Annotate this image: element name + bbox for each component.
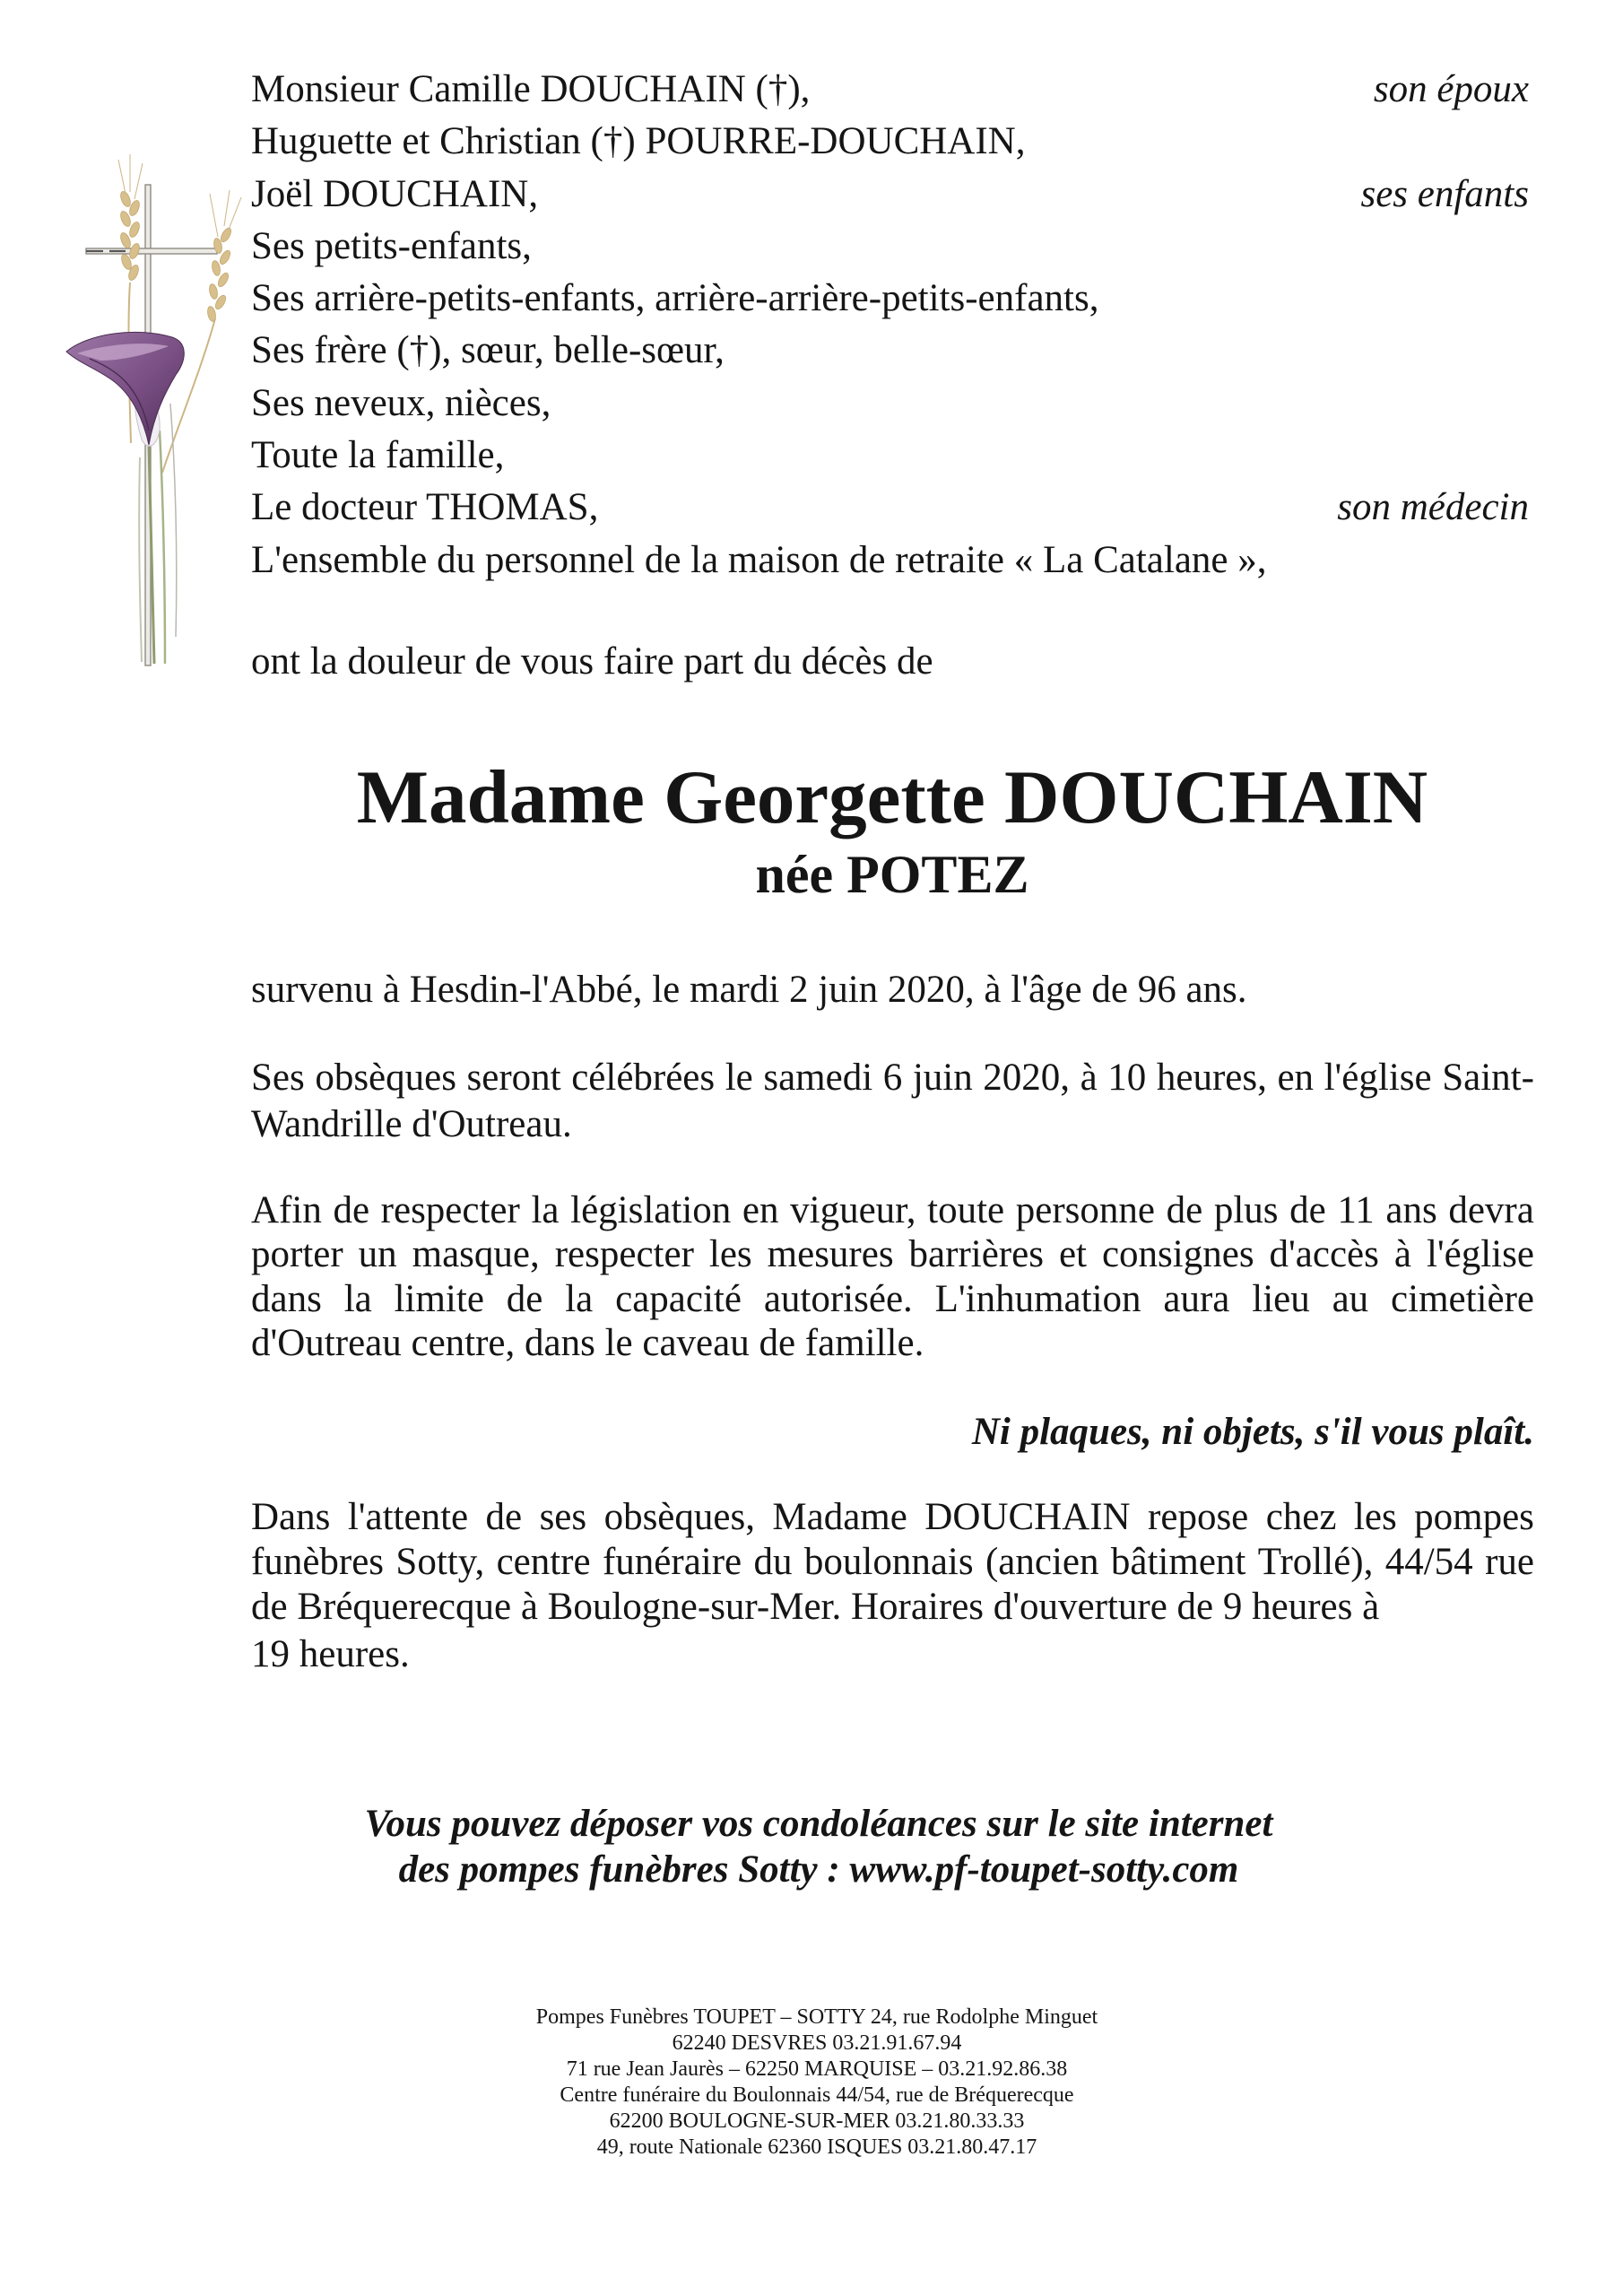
viewing-line xyxy=(251,1495,1534,1540)
family-role: ses enfants xyxy=(1360,172,1529,215)
word: devra xyxy=(1448,1189,1534,1231)
family-role: son médecin xyxy=(1337,486,1529,529)
family-member: Joël DOUCHAIN, xyxy=(251,172,539,215)
regulation-line xyxy=(251,1277,1534,1321)
word: vigueur, xyxy=(790,1189,916,1231)
maiden-name: née POTEZ xyxy=(755,845,1029,904)
word: L'inhumation xyxy=(934,1277,1141,1320)
word: l'attente xyxy=(347,1496,469,1538)
word: législation xyxy=(570,1189,732,1231)
word: repose xyxy=(1148,1496,1249,1538)
family-row xyxy=(251,325,1529,377)
word: célébrées xyxy=(571,1057,716,1099)
family-member: Monsieur Camille DOUCHAIN (†), xyxy=(251,68,811,110)
word: aura xyxy=(1163,1277,1230,1320)
funeral-home-line: Pompes Funèbres TOUPET – SOTTY 24, rue Rodolphe Minguet xyxy=(535,2005,1098,2029)
family-member: Ses petits-enfants, xyxy=(251,224,532,267)
word: bâtiment xyxy=(1110,1541,1246,1583)
word: en xyxy=(1277,1057,1315,1099)
word: respecter xyxy=(380,1189,520,1231)
funeral-line: Wandrille d'Outreau. xyxy=(251,1102,572,1145)
family-member: Le docteur THOMAS, xyxy=(251,486,599,529)
wheat-icon xyxy=(118,154,241,473)
word: seront xyxy=(466,1057,561,1099)
family-row xyxy=(251,535,1529,587)
word: à xyxy=(1080,1057,1098,1099)
word: consignes xyxy=(1101,1233,1254,1276)
word: (ancien xyxy=(985,1541,1099,1583)
family-row xyxy=(251,64,1529,116)
word: samedi xyxy=(763,1057,873,1099)
word: de xyxy=(1289,1189,1326,1231)
word: barrières xyxy=(908,1233,1044,1276)
condolences-line: Vous pouvez déposer vos condoléances sur le site internet xyxy=(364,1803,1273,1845)
condolences-line: des pompes funèbres Sotty : www.pf-toupet-sotty.com xyxy=(398,1848,1239,1891)
word: dans xyxy=(251,1277,322,1320)
word: obsèques xyxy=(315,1057,456,1099)
word: DOUCHAIN xyxy=(924,1496,1131,1538)
word: de xyxy=(485,1496,523,1538)
word: boulonnais xyxy=(803,1541,974,1583)
family-row xyxy=(251,116,1529,168)
word: toute xyxy=(927,1189,1005,1231)
family-row xyxy=(251,430,1529,482)
word: l'église xyxy=(1324,1057,1432,1099)
word: plus xyxy=(1213,1189,1279,1231)
word: lieu xyxy=(1252,1277,1310,1320)
regulations-paragraph xyxy=(251,1188,1534,1365)
viewing-line xyxy=(251,1540,1534,1585)
funeral-home-line: 62200 BOULOGNE-SUR-MER 03.21.80.33.33 xyxy=(609,2109,1025,2133)
death-statement: survenu à Hesdin-l'Abbé, le mardi 2 juin 2020, à l'âge de 96 ans. xyxy=(251,969,1247,1011)
word: 11 xyxy=(1337,1189,1375,1231)
family-member: L'ensemble du personnel de la maison de retraite « La Catalane », xyxy=(251,538,1267,581)
word: la xyxy=(343,1277,372,1320)
word: autorisée. xyxy=(763,1277,913,1320)
funeral-home-footer xyxy=(100,2005,1534,2161)
word: juin xyxy=(912,1057,973,1099)
word: la xyxy=(565,1277,594,1320)
word: Ses xyxy=(251,1057,305,1099)
word: heures, xyxy=(1156,1057,1267,1099)
word: le xyxy=(725,1057,753,1099)
word: 2020, xyxy=(983,1057,1071,1099)
calla-lily-icon xyxy=(66,332,184,446)
regulation-line xyxy=(251,1232,1534,1276)
word: en xyxy=(742,1189,779,1231)
word: du xyxy=(753,1541,793,1583)
family-member: Toute la famille, xyxy=(251,434,505,477)
viewing-paragraph xyxy=(251,1495,1534,1677)
word: masque, xyxy=(412,1233,540,1276)
regulation-line xyxy=(251,1188,1534,1232)
word: Saint- xyxy=(1442,1057,1534,1099)
word: personne xyxy=(1015,1189,1155,1231)
word: mesures xyxy=(767,1233,894,1276)
word: Madame xyxy=(772,1496,907,1538)
word: et xyxy=(1058,1233,1087,1276)
word: Afin xyxy=(251,1189,322,1231)
word: Dans xyxy=(251,1496,331,1538)
family-member: Ses frère (†), sœur, belle-sœur, xyxy=(251,329,725,372)
word: de xyxy=(333,1189,370,1231)
word: Trollé), xyxy=(1257,1541,1374,1583)
word: centre xyxy=(496,1541,591,1583)
word: rue xyxy=(1485,1541,1534,1583)
viewing-line: de Bréquerecque à Boulogne-sur-Mer. Horaires d'ouverture de 9 heures à xyxy=(251,1586,1380,1628)
word: les xyxy=(1353,1496,1397,1538)
word: Sotty, xyxy=(395,1541,485,1583)
family-row xyxy=(251,273,1529,325)
word: limite xyxy=(394,1277,484,1320)
family-member: Huguette et Christian (†) POURRE-DOUCHAIN, xyxy=(251,120,1026,163)
word: au xyxy=(1332,1277,1369,1320)
word: les xyxy=(708,1233,752,1276)
funeral-home-line: 71 rue Jean Jaurès – 62250 MARQUISE – 03.21.92.86.38 xyxy=(566,2057,1068,2081)
condolences-block xyxy=(101,1801,1536,1892)
family-member: Ses arrière-petits-enfants, arrière-arrière-petits-enfants, xyxy=(251,277,1099,320)
family-row xyxy=(251,221,1529,273)
funeral-paragraph xyxy=(251,1055,1534,1147)
word: un xyxy=(358,1233,397,1276)
family-row xyxy=(251,169,1529,221)
funeral-home-line: 62240 DESVRES 03.21.91.67.94 xyxy=(672,2031,962,2055)
viewing-line: 19 heures. xyxy=(251,1633,410,1675)
word: 6 xyxy=(882,1057,903,1099)
funeral-line xyxy=(251,1055,1534,1101)
word: porter xyxy=(251,1233,343,1276)
family-member: Ses neveux, nièces, xyxy=(251,381,551,424)
word: 44/54 xyxy=(1384,1541,1473,1583)
family-list xyxy=(251,64,1529,587)
word: 10 xyxy=(1107,1057,1147,1099)
word: ses xyxy=(539,1496,587,1538)
word: cimetière xyxy=(1391,1277,1534,1320)
word: d'accès xyxy=(1269,1233,1379,1276)
request-text: Ni plaques, ni objets, s'il vous plaît. xyxy=(971,1411,1534,1453)
word: capacité xyxy=(615,1277,742,1320)
word: ans xyxy=(1385,1189,1437,1231)
word: pompes xyxy=(1414,1496,1534,1538)
family-row xyxy=(251,482,1529,534)
announcement-text: ont la douleur de vous faire part du décès de xyxy=(251,640,933,683)
deceased-name: Madame Georgette DOUCHAIN xyxy=(356,755,1428,839)
word: de xyxy=(1166,1189,1203,1231)
word: la xyxy=(531,1189,560,1231)
family-row xyxy=(251,378,1529,430)
word: funèbres xyxy=(251,1541,385,1583)
family-role: son époux xyxy=(1373,68,1529,110)
word: l'église xyxy=(1426,1233,1534,1276)
word: chez xyxy=(1265,1496,1337,1538)
regulation-line: d'Outreau centre, dans le caveau de famille. xyxy=(251,1321,924,1364)
word: respecter xyxy=(554,1233,694,1276)
word: à xyxy=(1393,1233,1411,1276)
funeral-home-line: 49, route Nationale 62360 ISQUES 03.21.80.47.17 xyxy=(596,2135,1037,2159)
word: de xyxy=(506,1277,543,1320)
cross-calla-lily-illustration xyxy=(54,135,251,691)
word: funéraire xyxy=(602,1541,742,1583)
word: obsèques, xyxy=(603,1496,755,1538)
funeral-home-line: Centre funéraire du Boulonnais 44/54, rue de Bréquerecque xyxy=(560,2083,1074,2107)
